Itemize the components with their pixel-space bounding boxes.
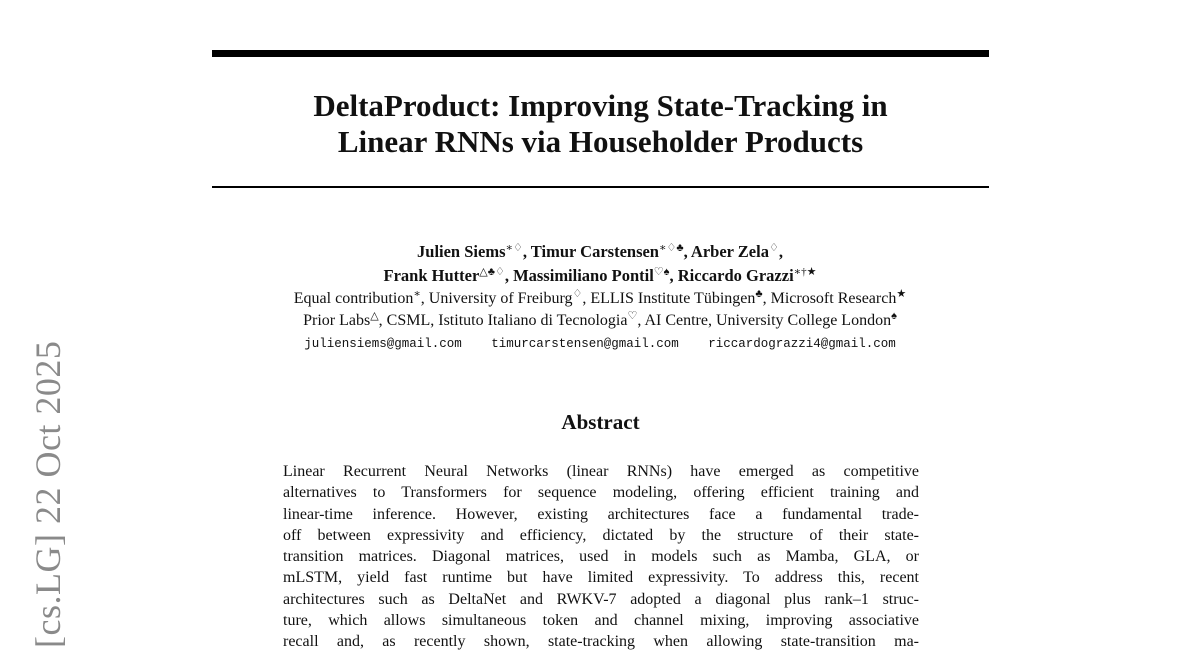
- abstract-line: transition matrices. Diagonal matrices, used in models such as Mamba, GLA, or: [283, 548, 919, 566]
- affiliation-text: , Microsoft Research: [762, 290, 897, 307]
- arxiv-side-stamp: [cs.LG] 22 Oct 2025: [28, 340, 68, 648]
- affiliation-mark: ♡: [627, 310, 638, 322]
- affiliation-text: , AI Centre, University College London: [637, 312, 892, 329]
- author-marks: ∗†★: [793, 266, 817, 278]
- abstract-line: architectures such as DeltaNet and RWKV-7 adopted a diagonal plus rank–1 struc-: [283, 590, 919, 608]
- author-email[interactable]: riccardograzzi4@gmail.com: [708, 337, 896, 351]
- affiliation-mark: ♢: [572, 288, 583, 300]
- author-name: Timur Carstensen: [530, 242, 659, 261]
- author-name: Massimiliano Pontil: [513, 266, 654, 285]
- author-name: Julien Siems: [417, 242, 506, 261]
- author-separator: ,: [778, 242, 783, 261]
- affiliation-text: , CSML, Istituto Italiano di Tecnologia: [378, 312, 628, 329]
- abstract-line: Linear Recurrent Neural Networks (linear RNNs) have emerged as competitive: [283, 463, 919, 480]
- abstract-line: ture, which allows simultaneous token and channel mixing, improving associative: [283, 612, 919, 630]
- author-marks: ∗♢: [505, 242, 523, 254]
- affiliation-line-2: [150, 310, 1050, 332]
- author-line-2: [150, 264, 1050, 288]
- author-marks: ♡♠: [653, 266, 670, 278]
- affiliation-mark: ∗: [413, 288, 421, 300]
- affiliation-text: , University of Freiburg: [420, 290, 573, 307]
- author-separator: ,: [504, 266, 514, 285]
- abstract-line: alternatives to Transformers for sequence modeling, offering efficient training and: [283, 484, 919, 502]
- author-marks: △♣♢: [479, 266, 505, 278]
- abstract-body: [283, 461, 919, 653]
- affiliation-line-1: [150, 288, 1050, 310]
- author-separator: ,: [669, 266, 678, 285]
- author-separator: ,: [683, 242, 691, 261]
- affiliation-mark: ★: [896, 288, 907, 300]
- author-block: [150, 240, 1050, 288]
- affiliation-text: , ELLIS Institute Tübingen: [582, 290, 756, 307]
- title-rule: [212, 186, 989, 188]
- title-line-2: Linear RNNs via Householder Products: [337, 124, 864, 159]
- author-email[interactable]: timurcarstensen@gmail.com: [491, 337, 679, 351]
- author-line-1: [150, 240, 1050, 264]
- affiliation-text: Equal contribution: [293, 290, 414, 307]
- author-name: Arber Zela: [690, 242, 769, 261]
- abstract-line: linear-time inference. However, existing architectures face a fundamental trade-: [283, 505, 919, 523]
- author-separator: ,: [522, 242, 531, 261]
- abstract-line: mLSTM, yield fast runtime but have limited expressivity. To address this, recent: [283, 569, 919, 587]
- top-rule: [212, 50, 989, 57]
- affiliation-text: Prior Labs: [303, 312, 371, 329]
- affiliation-block: [150, 288, 1050, 332]
- abstract-heading: Abstract: [561, 410, 640, 434]
- abstract-line: recall and, as recently shown, state-tracking when allowing state-transition ma-: [283, 633, 919, 651]
- email-list: [150, 334, 1050, 354]
- author-marks: ∗♢♣: [659, 242, 684, 254]
- author-marks: ♢: [768, 242, 779, 254]
- affiliation-mark: ♠: [891, 310, 897, 322]
- paper-title: [212, 88, 989, 160]
- author-name: Riccardo Grazzi: [677, 266, 794, 285]
- author-email[interactable]: juliensiems@gmail.com: [304, 337, 462, 351]
- affiliation-mark: △: [370, 310, 379, 322]
- abstract-line: off between expressivity and efficiency, dictated by the structure of their state-: [283, 526, 919, 544]
- author-name: Frank Hutter: [383, 266, 480, 285]
- title-line-1: DeltaProduct: Improving State-Tracking in: [313, 88, 888, 123]
- affiliation-mark: ♣: [755, 288, 763, 300]
